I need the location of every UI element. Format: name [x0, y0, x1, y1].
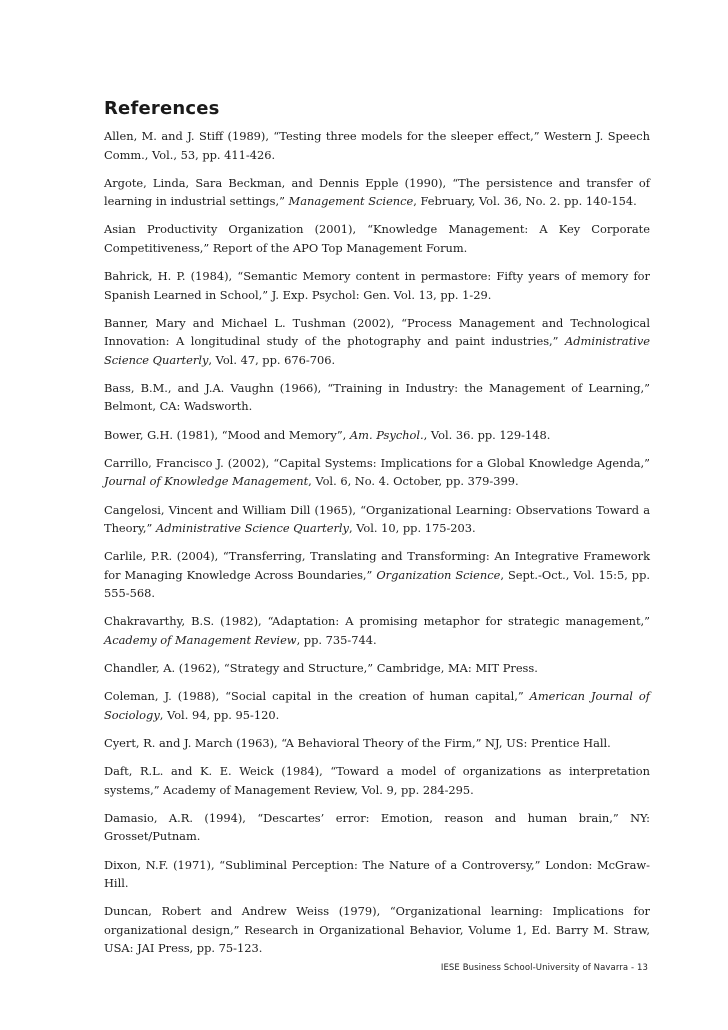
reference-text: Chakravarthy, B.S. (1982), “Adaptation: A promising metaphor for strategic management,” [104, 614, 650, 629]
reference-italic-text: Organization Science [376, 567, 501, 582]
reference-text: , Vol. 6, No. 4. October, pp. 379-399. [308, 474, 519, 489]
reference-text: Bass, B.M., and J.A. Vaughn (1966), “Training in Industry: the Management of Learning,” Belmont, CA: Wadsworth. [104, 380, 650, 414]
reference-entry [104, 426, 650, 445]
reference-entry [104, 127, 650, 164]
reference-text: , February, Vol. 36, No. 2. pp. 140-154. [413, 194, 637, 209]
reference-entry [104, 856, 650, 893]
page-footer: IESE Business School-University of Navarra - 13 [440, 963, 648, 973]
reference-entry [104, 547, 650, 603]
reference-text: Bahrick, H. P. (1984), “Semantic Memory content in permastore: Fifty years of memory for Spanish Learned in School,” J. Exp. Psychol: Gen. Vol. 13, pp. 1-29. [104, 269, 650, 302]
reference-entry [104, 379, 650, 416]
reference-text: , Vol. 94, pp. 95-120. [159, 707, 280, 722]
reference-entry [104, 314, 650, 370]
reference-text: Chandler, A. (1962), “Strategy and Structure,” Cambridge, MA: MIT Press. [104, 661, 538, 676]
reference-text: , pp. 735-744. [296, 632, 377, 647]
reference-italic-text: Management Science [288, 194, 414, 209]
reference-italic-text: Am. Psychol. [349, 427, 424, 442]
reference-entry [104, 501, 650, 538]
reference-entry [104, 220, 650, 257]
reference-italic-text: Journal of Knowledge Management [104, 474, 309, 489]
reference-italic-text: Academy of Management Review [104, 632, 297, 647]
reference-text: Cyert, R. and J. March (1963), “A Behavioral Theory of the Firm,” NJ, US: Prentice Hall. [104, 735, 611, 750]
reference-text: , Vol. 36. pp. 129-148. [423, 427, 551, 442]
reference-text: Cangelosi, Vincent and William Dill (1965), “Organizational Learning: Observations Toward a Theory,” [104, 502, 650, 535]
reference-text: Dixon, N.F. (1971), “Subliminal Perception: The Nature of a Controversy,” London: McGraw-Hill. [104, 857, 650, 890]
reference-text: , Vol. 10, pp. 175-203. [348, 521, 476, 535]
reference-text: Carrillo, Francisco J. (2002), “Capital Systems: Implications for a Global Knowledge Agenda,” [104, 455, 650, 470]
references-heading: References [104, 98, 220, 119]
reference-entry [104, 902, 650, 958]
reference-text: , Vol. 47, pp. 676-706. [208, 352, 336, 367]
reference-italic-text: Administrative Science Quarterly [104, 334, 650, 367]
reference-text: Asian Productivity Organization (2001), “Knowledge Management: A Key Corporate Competitiveness,” Report of the APO Top Management Forum. [104, 222, 650, 255]
reference-text: Banner, Mary and Michael L. Tushman (2002), “Process Management and Technological Innovation: A longitudinal study of the photography and paint industries,” [104, 315, 650, 349]
reference-italic-text: Administrative Science Quarterly [155, 521, 349, 535]
reference-text: Daft, R.L. and K. E. Weick (1984), “Toward a model of organizations as interpretation systems,” Academy of Management Review, Vol. 9, pp. 284-295. [104, 764, 650, 797]
reference-text: Duncan, Robert and Andrew Weiss (1979), “Organizational learning: Implications for organizational design,” Research in Organizational Behavior, Volume 1, Ed. Barry M. Straw, USA: JAI Press, pp. 75-123. [104, 904, 650, 956]
reference-entry [104, 734, 650, 753]
reference-text: Allen, M. and J. Stiff (1989), “Testing three models for the sleeper effect,” Western J. Speech Comm., Vol., 53, pp. 411-426. [104, 129, 650, 162]
reference-list [104, 127, 650, 958]
reference-italic-text: American Journal of Sociology [104, 689, 650, 722]
reference-entry [104, 267, 650, 304]
reference-text: Damasio, A.R. (1994), “Descartes’ error: Emotion, reason and human brain,” NY: Grosset/Putnam. [104, 810, 650, 844]
reference-entry [104, 762, 650, 799]
references-page [104, 98, 650, 967]
reference-entry [104, 454, 650, 491]
reference-text: , Sept.-Oct., Vol. 15:5, pp. 555-568. [104, 567, 650, 601]
reference-text: Argote, Linda, Sara Beckman, and Dennis Epple (1990), “The persistence and transfer of learning in industrial settings,” [104, 175, 650, 209]
reference-entry [104, 687, 650, 724]
reference-entry [104, 809, 650, 846]
reference-text: Bower, G.H. (1981), “Mood and Memory”, [104, 427, 350, 442]
reference-text: Carlile, P.R. (2004), “Transferring, Translating and Transforming: An Integrative Framework for Managing Knowledge Across Boundaries,” [104, 549, 650, 582]
reference-entry [104, 612, 650, 649]
reference-entry [104, 174, 650, 211]
reference-entry [104, 659, 650, 678]
reference-text: Coleman, J. (1988), “Social capital in the creation of human capital,” [104, 689, 530, 704]
